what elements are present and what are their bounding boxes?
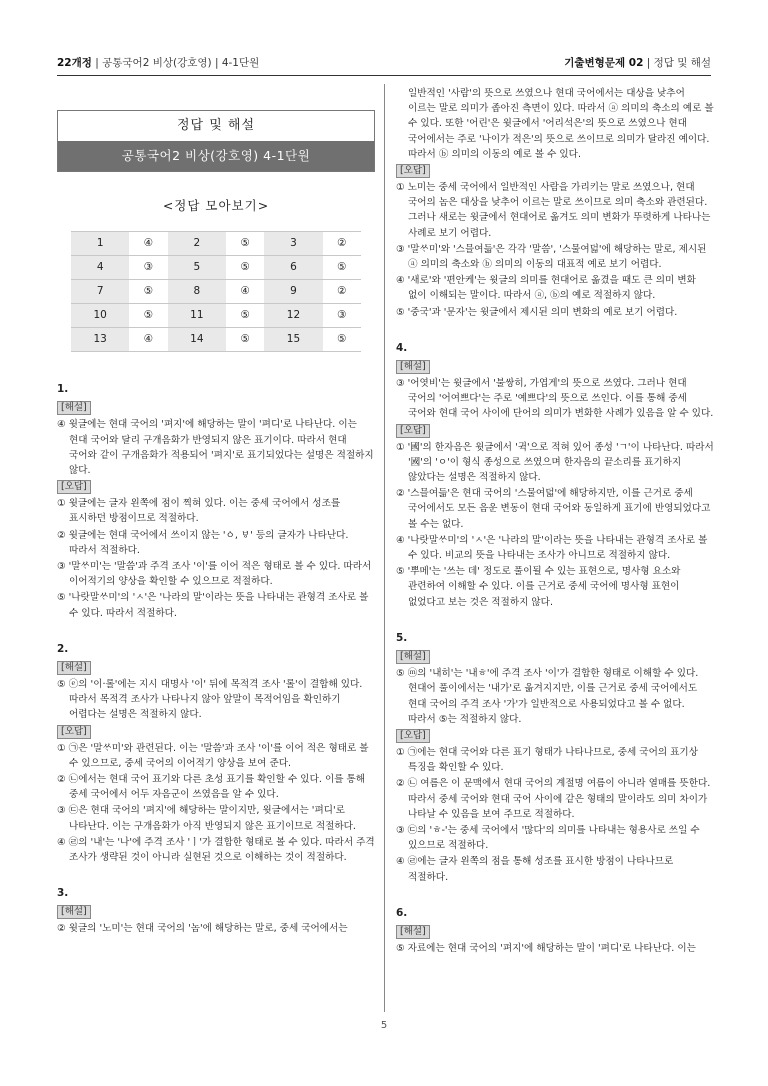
- label-row: [396, 423, 714, 440]
- header-edition: 22개정: [57, 57, 92, 69]
- answer-choice: ⑤: [323, 256, 361, 280]
- answer-choice: ⑤: [226, 328, 264, 352]
- answer-number: 9: [264, 280, 322, 304]
- label-row: [396, 359, 714, 376]
- explanation-label: [해설]: [57, 661, 91, 675]
- question-number: 2.: [57, 642, 69, 655]
- wrong-answer-label: [오답]: [57, 725, 91, 739]
- question-separator: [396, 321, 714, 327]
- answer-choice: ④: [226, 280, 264, 304]
- header-right: [564, 55, 711, 70]
- explanation-label: [해설]: [57, 401, 91, 415]
- header-left: [57, 55, 259, 70]
- header-course: | 공통국어2 비상(강호영) | 4-1단원: [91, 57, 260, 69]
- explanation-text: ④ ㉣에는 글자 왼쪽의 점을 통해 성조를 표시한 방점이 나타나므로 적절하다.: [396, 856, 674, 883]
- answer-number: 15: [264, 328, 322, 352]
- answer-choice: ②: [323, 280, 361, 304]
- explanation-text: ② ㉡ 여름은 이 문맥에서 현대 국어의 계절명 여름이 아니라 열매를 뜻한다. 따라서 중세 국어와 현대 국어 사이에 같은 형태의 말이라도 의미 차이가 나타날 수 있음을 보여 주므로 적절하다.: [396, 778, 711, 820]
- question-separator: [57, 866, 375, 872]
- explanation-text: ① 노미는 중세 국어에서 일반적인 사람을 가리키는 말로 쓰였으나, 현대 국어의 놈은 대상을 낮추어 이르는 말로 쓰이므로 의미 축소와 관련된다. 그러나 새로는 윗글에서 현대어로 옮겨도 의미 변화가 뚜렷하게 나타나는 사례로 보기 어렵다.: [396, 182, 711, 239]
- question-number: 3.: [57, 887, 69, 900]
- answer-choice: ③: [129, 256, 167, 280]
- answer-choice: ③: [323, 304, 361, 328]
- explanation-text: ③ ㉢의 'ㅎ-'는 중세 국어에서 '많다'의 의미를 나타내는 형용사로 쓰일 수 있으므로 적절하다.: [396, 824, 700, 852]
- explanation-text: ③ ㉢은 현대 국어의 '펴지'에 해당하는 말이지만, 윗글에서는 '펴디'로 나타난다. 이는 구개음화가 아직 반영되지 않은 표기이므로 적절하다.: [57, 805, 356, 832]
- answer-choice: ⑤: [226, 256, 264, 280]
- header-series: 기출변형문제 02: [564, 57, 644, 69]
- explanation-label: [해설]: [57, 905, 91, 919]
- answer-row: [71, 280, 361, 304]
- answer-choice: ④: [129, 232, 167, 256]
- explanation-text: ② ㉡에서는 현대 국어 표기와 다른 초성 표기를 확인할 수 있다. 이를 통해 중세 국어에서 어두 자음군이 쓰였음을 알 수 있다.: [57, 774, 366, 801]
- explanation-text: ① ㉠은 '말ᄊᆞ미'와 관련된다. 이는 '말씀'과 조사 '이'를 이어 적은 형태로 볼 수 있으므로, 중세 국어의 이어적기 양상을 보여 준다.: [57, 742, 369, 769]
- explanation-text: ② '스믈여듧'은 현대 국어의 '스물여덟'에 해당하지만, 이를 근거로 중세 국어에서도 모든 음운 변동이 현대 국어와 동일하게 표기에 반영되었다고 볼 수는 없다.: [396, 488, 711, 530]
- answer-table: [71, 231, 361, 352]
- explanation-text: ① ㉠에는 현대 국어와 다른 표기 형태가 나타나므로, 중세 국어의 표기상 특징을 확인할 수 있다.: [396, 746, 698, 774]
- label-row: [396, 728, 714, 745]
- answer-number: 4: [71, 256, 129, 280]
- answer-choice: ②: [323, 232, 361, 256]
- explanation-text: ④ ㉣의 '내'는 '나'에 주격 조사 'ㅣ'가 결합한 형태로 볼 수 있다. 따라서 주격 조사가 생략된 것이 아니라 실현된 것으로 이해하는 것이 적절하다.: [57, 836, 375, 864]
- answer-number: 11: [168, 304, 226, 328]
- explanation-text: ⑤ '뿌메'는 '쓰는 데' 정도로 풀이될 수 있는 표현으로, 명사형 요소와 관련하여 이해할 수 있다. 이를 근거로 중세 국어에 명사형 표현이 없었다고 보는 것은 적절하지 않다.: [396, 566, 681, 608]
- explanation-text: ⑤ 자료에는 현대 국어의 '펴지'에 해당하는 말이 '펴디'로 나타난다. 이는: [396, 942, 696, 954]
- answer-number: 7: [71, 280, 129, 304]
- explanation-text: ⑤ '나랏말ᄊᆞ미'의 'ㅅ'은 '나라의 말'이라는 뜻을 나타내는 관형격 조사로 볼 수 있다. 따라서 적절하다.: [57, 592, 369, 619]
- wrong-answer-label: [오답]: [396, 729, 430, 743]
- answer-number: 5: [168, 256, 226, 280]
- answer-choice: ⑤: [323, 328, 361, 352]
- answer-row: [71, 328, 361, 352]
- answer-number: 2: [168, 232, 226, 256]
- wrong-answer-label: [오답]: [57, 480, 91, 494]
- explanation-text: ② 윗글의 '노미'는 현대 국어의 '놈'에 해당하는 말로, 중세 국어에서는: [57, 923, 348, 935]
- wrong-answer-label: [오답]: [396, 164, 430, 178]
- label-row: [396, 163, 714, 180]
- label-row: [57, 400, 375, 417]
- explanation-label: [해설]: [396, 925, 430, 939]
- answer-choice: ④: [129, 328, 167, 352]
- answer-summary-heading: <정답 모아보기>: [162, 198, 270, 213]
- label-row: [57, 479, 375, 496]
- answer-number: 6: [264, 256, 322, 280]
- answer-number: 12: [264, 304, 322, 328]
- title-subtitle: 공통국어2 비상(강호영) 4-1단원: [58, 141, 374, 171]
- question-number: 6.: [396, 906, 408, 919]
- explanation-text: ③ '어엿비'는 윗글에서 '불쌍히, 가엽게'의 뜻으로 쓰였다. 그러나 현대 국어의 '어여쁘다'는 주로 '예쁘다'의 뜻으로 쓰인다. 이를 통해 중세 국어와 현대 국어 사이에 단어의 의미가 변화한 사례가 있음을 알 수 있다.: [396, 378, 714, 420]
- answer-choice: ⑤: [226, 232, 264, 256]
- answer-choice: ⑤: [129, 304, 167, 328]
- explanation-text: ④ 윗글에는 현대 국어의 '펴지'에 해당하는 말이 '펴디'로 나타난다. 이는 현대 국어와 달리 구개음화가 반영되지 않은 표기이다. 따라서 현대 국어와 같이 구개음화가 적용되어 '펴지'로 표기되었다는 설명은 적절하지 않다.: [57, 419, 374, 477]
- explanation-text: ⑤ ⓔ의 '이·롤'에는 지시 대명사 '이' 뒤에 목적격 조사 '롤'이 결합해 있다. 따라서 목적격 조사가 나타나지 않아 앞말이 목적어임을 확인하기 어렵다는 설명은 적절하지 않다.: [57, 679, 363, 721]
- explanation-text: ① '國'의 한자음은 윗글에서 '귁'으로 적혀 있어 종성 'ㄱ'이 나타난다. 따라서 '國'의 'ㅇ'이 형식 종성으로 쓰였으며 한자음의 끝소리를 표기하지 않았다는 설명은 적절하지 않다.: [396, 441, 714, 484]
- label-row: [396, 649, 714, 666]
- left-column: [57, 84, 375, 938]
- explanation-text: ④ '나랏말ᄊᆞ미'의 'ㅅ'은 '나라의 말'이라는 뜻을 나타내는 관형격 조사로 볼 수 있다. 비교의 뜻을 나타내는 조사가 아니므로 적절하지 않다.: [396, 534, 708, 562]
- answer-row: [71, 256, 361, 280]
- question-number: 4.: [396, 341, 408, 354]
- header-divider: [57, 75, 711, 76]
- title-box: [57, 110, 375, 172]
- answer-choice: ⑤: [226, 304, 264, 328]
- question-separator: [396, 886, 714, 892]
- question-separator: [396, 611, 714, 617]
- column-divider: [384, 84, 385, 1012]
- explanation-text: ⑤ ⓜ의 '내히'는 '내ㅎ'에 주격 조사 '이'가 결합한 형태로 이해할 수 있다. 현대어 풀이에서는 '내가'로 옮겨지지만, 이를 근거로 중세 국어에서도 현대 국어의 주격 조사 '가'가 일반적으로 사용되었다고 볼 수 없다. 따라서 ⑤는 적절하지 않다.: [396, 668, 699, 725]
- question-number: 1.: [57, 383, 69, 396]
- answer-number: 3: [264, 232, 322, 256]
- left-explanations: [57, 382, 375, 936]
- explanation-text: ② 윗글에는 현대 국어에서 쓰이지 않는 'ㆁ, ㅸ' 등의 글자가 나타난다. 따라서 적절하다.: [57, 529, 349, 556]
- header-section: | 정답 및 해설: [643, 57, 711, 69]
- label-row: [396, 924, 714, 941]
- label-row: [57, 904, 375, 921]
- explanation-text: ④ '새로'와 '편안케'는 윗글의 의미를 현대어로 옮겼을 때도 큰 의미 변화 없이 이해되는 말이다. 따라서 ⓐ, ⓑ의 예로 적절하지 않다.: [396, 275, 696, 302]
- answer-row: [71, 304, 361, 328]
- answer-number: 10: [71, 304, 129, 328]
- question-separator: [57, 622, 375, 628]
- title-main: 정답 및 해설: [58, 111, 374, 141]
- answer-choice: ⑤: [129, 280, 167, 304]
- answer-number: 14: [168, 328, 226, 352]
- answer-number: 1: [71, 232, 129, 256]
- explanation-text: ③ '말ᄊᆞ미'는 '말씀'과 주격 조사 '이'를 이어 적은 형태로 볼 수 있다. 따라서 이어적기의 양상을 확인할 수 있으므로 적절하다.: [57, 561, 372, 588]
- label-row: [57, 724, 375, 741]
- right-column: [396, 86, 714, 957]
- explanation-text: ⑤ '중국'과 '문자'는 윗글에서 제시된 의미 변화의 예로 보기 어렵다.: [396, 306, 678, 318]
- question-number: 5.: [396, 631, 408, 644]
- answer-number: 13: [71, 328, 129, 352]
- answer-row: [71, 232, 361, 256]
- explanation-text: ① 윗글에는 글자 왼쪽에 점이 찍혀 있다. 이는 중세 국어에서 성조를 표시하던 방점이므로 적절하다.: [57, 498, 341, 525]
- explanation-text: 일반적인 '사람'의 뜻으로 쓰였으나 현대 국어에서는 대상을 낮추어 이르는 말로 의미가 좁아진 측면이 있다. 따라서 ⓐ 의미의 축소의 예로 볼 수 있다. 또한 '어린'은 윗글에서 '어리석은'의 뜻으로 쓰였으나 현대 국어에서는 주로 '나이가 적은'의 뜻으로 쓰이므로 의미가 달라진 예이다. 따라서 ⓑ 의미의 이동의 예로 볼 수 있다.: [408, 88, 714, 160]
- explanation-label: [해설]: [396, 650, 430, 664]
- explanation-text: ③ '말ᄊᆞ미'와 '스믈여듧'은 각각 '말씀', '스물여덟'에 해당하는 말로, 제시된 ⓐ 의미의 축소와 ⓑ 의미의 이동의 대표적 예로 보기 어렵다.: [396, 243, 707, 271]
- explanation-label: [해설]: [396, 360, 430, 374]
- answer-number: 8: [168, 280, 226, 304]
- wrong-answer-label: [오답]: [396, 424, 430, 438]
- label-row: [57, 660, 375, 677]
- right-explanations: [396, 86, 714, 956]
- page-number: 5: [380, 1020, 388, 1031]
